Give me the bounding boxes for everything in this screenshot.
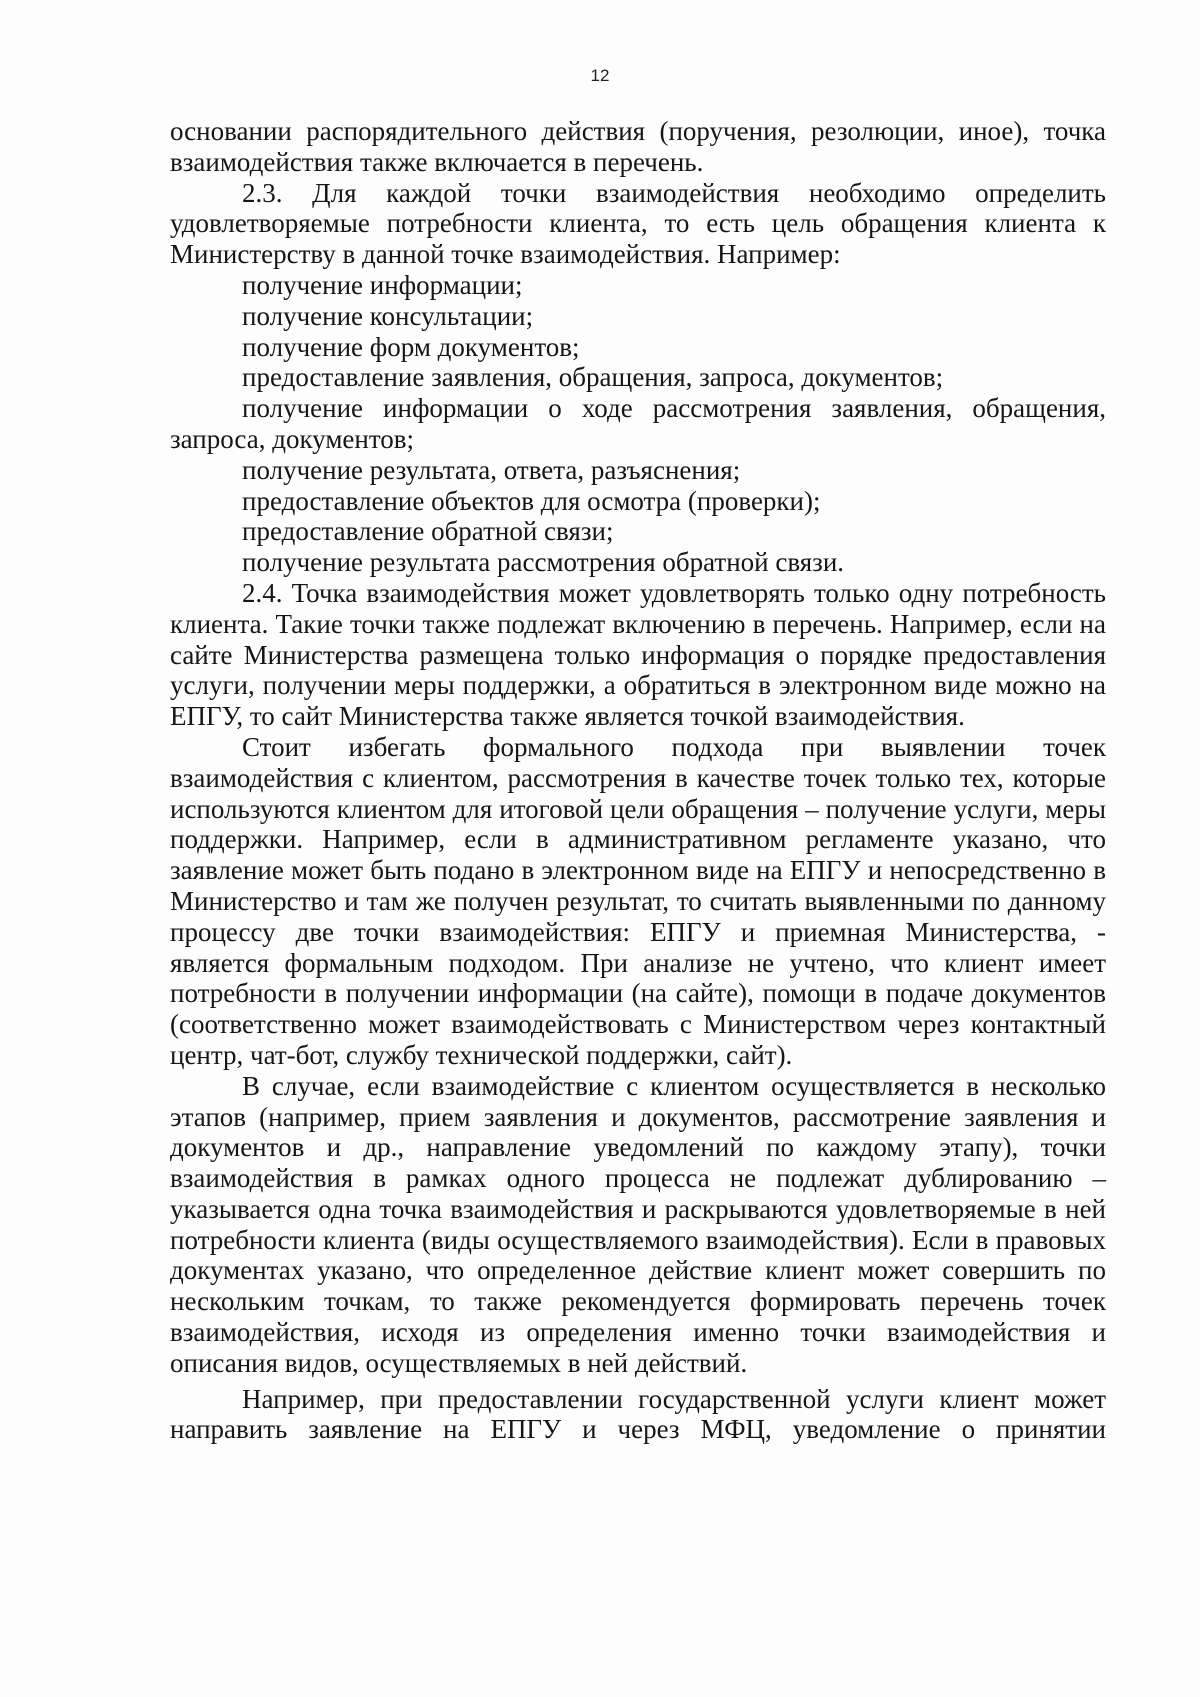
paragraph-continuation: основании распорядительного действия (поручения, резолюции, иное), точка взаимодействия также включается в перечень. (170, 116, 1106, 177)
document-body (170, 116, 1106, 1445)
list-item: предоставление заявления, обращения, запроса, документов; (242, 362, 944, 393)
paragraph-formal-approach: Стоит избегать формального подхода при выявлении точек взаимодействия с клиентом, рассмотрения в качестве точек только тех, которые используются клиентом для итоговой цели обращения – получение услуги, меры поддержки. Например, если в административном регламенте указано, что заявление может быть подано в электронном виде на ЕПГУ и непосредственно в Министерство и там же получен результат, то считать выявленными по данному процессу две точки взаимодействия: ЕПГУ и приемная Министерства, - является формальным подходом. При анализе не учтено, что клиент имеет потребности в получении информации (на сайте), помощи в подаче документов (соответственно может взаимодействовать с Министерством через контактный центр, чат-бот, службу технической поддержки, сайт). (170, 731, 1106, 1070)
list-item: получение результата, ответа, разъяснения; (242, 454, 741, 485)
list-item: получение информации; (242, 269, 523, 300)
list-item: получение результата рассмотрения обратной связи. (242, 547, 845, 578)
list-item: получение информации о ходе рассмотрения заявления, обращения, запроса, документов; (170, 393, 1106, 454)
list-item: предоставление объектов для осмотра (проверки); (242, 485, 821, 516)
paragraph-multistage: В случае, если взаимодействие с клиентом осуществляется в несколько этапов (например, прием заявления и документов, рассмотрение заявления и документов и др., направление уведомлений по каждому этапу), точки взаимодействия в рамках одного процесса не подлежат дублированию – указывается одна точка взаимодействия и раскрываются удовлетворяемые в ней потребности клиента (виды осуществляемого взаимодействия). Если в правовых документах указано, что определенное действие клиент может совершить по нескольким точкам, то также рекомендуется формировать перечень точек взаимодействия, исходя из определения именно точки взаимодействия и описания видов, осуществляемых в ней действий. (170, 1070, 1106, 1378)
paragraph-2-3: 2.3. Для каждой точки взаимодействия необходимо определить удовлетворяемые потребности клиента, то есть цель обращения клиента к Министерству в данной точке взаимодействия. Например: (170, 177, 1106, 270)
paragraph-2-4: 2.4. Точка взаимодействия может удовлетворять только одну потребность клиента. Такие точки также подлежат включению в перечень. Например, если на сайте Министерства размещена только информация о порядке предоставления услуги, получении меры поддержки, а обратиться в электронном виде можно на ЕПГУ, то сайт Министерства также является точкой взаимодействия. (170, 577, 1106, 732)
list-item: предоставление обратной связи; (242, 516, 614, 547)
paragraph-example: Например, при предоставлении государственной услуги клиент может направить заявление на ЕПГУ и через МФЦ, уведомление о принятии (170, 1383, 1106, 1445)
list-item: получение консультации; (242, 300, 534, 331)
list-item: получение форм документов; (242, 331, 580, 362)
client-needs-list (170, 270, 1106, 578)
page-number: 12 (590, 66, 610, 85)
